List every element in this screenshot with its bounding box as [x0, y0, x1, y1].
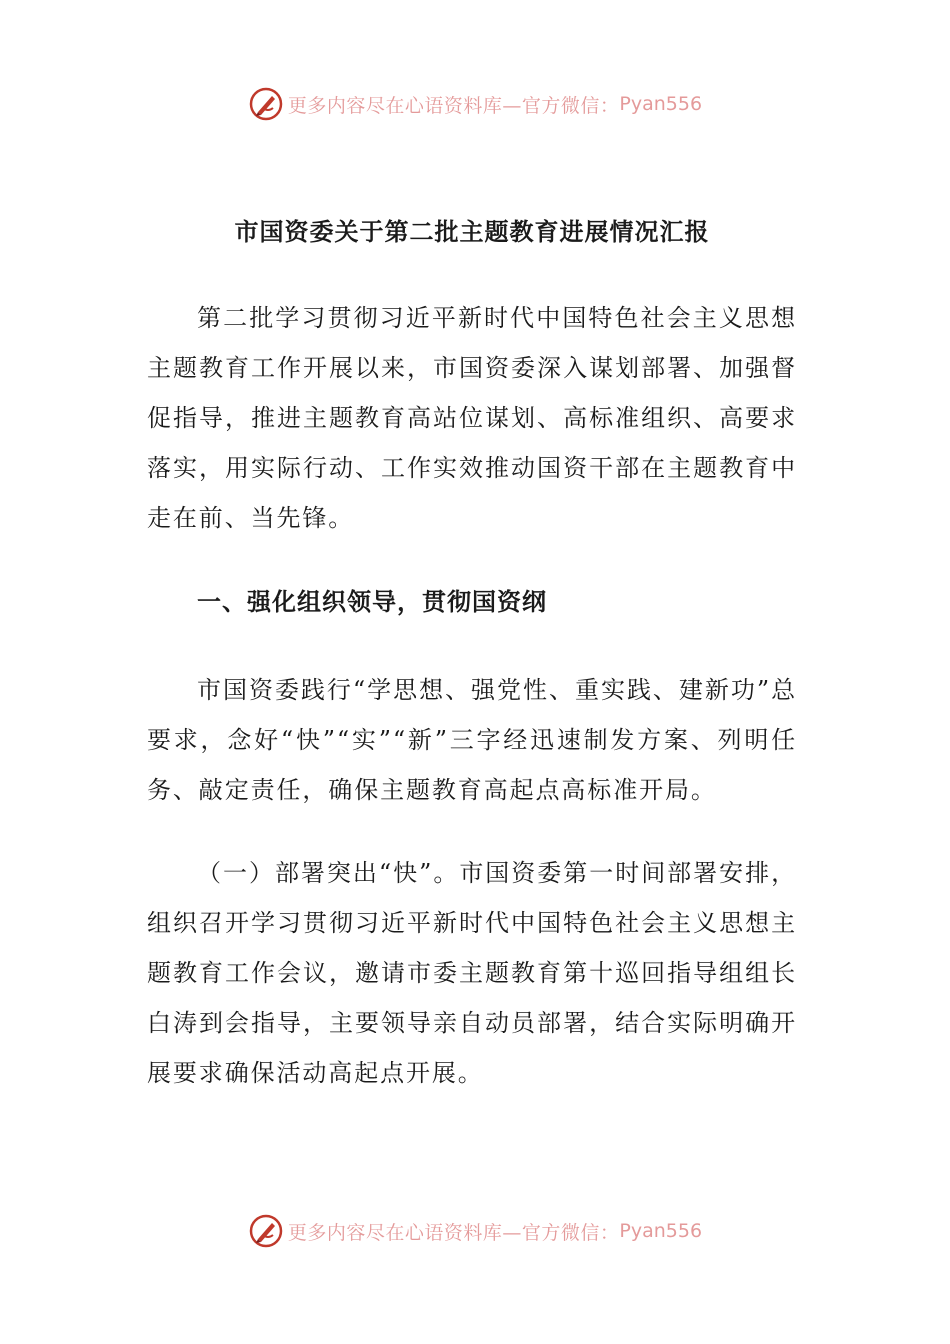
paragraph-section-1: 市国资委践行“学思想、强党性、重实践、建新功”总要求，念好“快”“实”“新”三字经迅速制发方案、列明任务、敲定责任，确保主题教育高起点高标准开局。 [147, 676, 797, 804]
pen-logo-icon [248, 1213, 284, 1249]
watermark-text: 更多内容尽在心语资料库—官方微信： [287, 94, 620, 117]
paragraph-subsection-1: （一）部署突出“快”。市国资委第一时间部署安排，组织召开学习贯彻习近平新时代中国特色社会主义思想主题教育工作会议，邀请市委主题教育第十巡回指导组组长白涛到会指导，主要领导亲自动员部署，结合实际明确开展要求确保活动高起点开展。 [147, 859, 797, 1087]
pen-logo-icon [248, 86, 284, 122]
section-heading-1: 一、强化组织领导，贯彻国资纲 [197, 588, 547, 616]
paragraph-intro: 第二批学习贯彻习近平新时代中国特色社会主义思想主题教育工作开展以来，市国资委深入谋划部署、加强督促指导，推进主题教育高站位谋划、高标准组织、高要求落实，用实际行动、工作实效推动国资干部在主题教育中走在前、当先锋。 [147, 304, 797, 532]
watermark-handle: Pyan556 [619, 1220, 703, 1242]
watermark-footer [0, 1211, 950, 1251]
watermark-handle: Pyan556 [619, 93, 703, 115]
page-title: 市国资委关于第二批主题教育进展情况汇报 [234, 218, 710, 246]
watermark-header [0, 84, 950, 124]
watermark-text: 更多内容尽在心语资料库—官方微信： [287, 1221, 620, 1244]
